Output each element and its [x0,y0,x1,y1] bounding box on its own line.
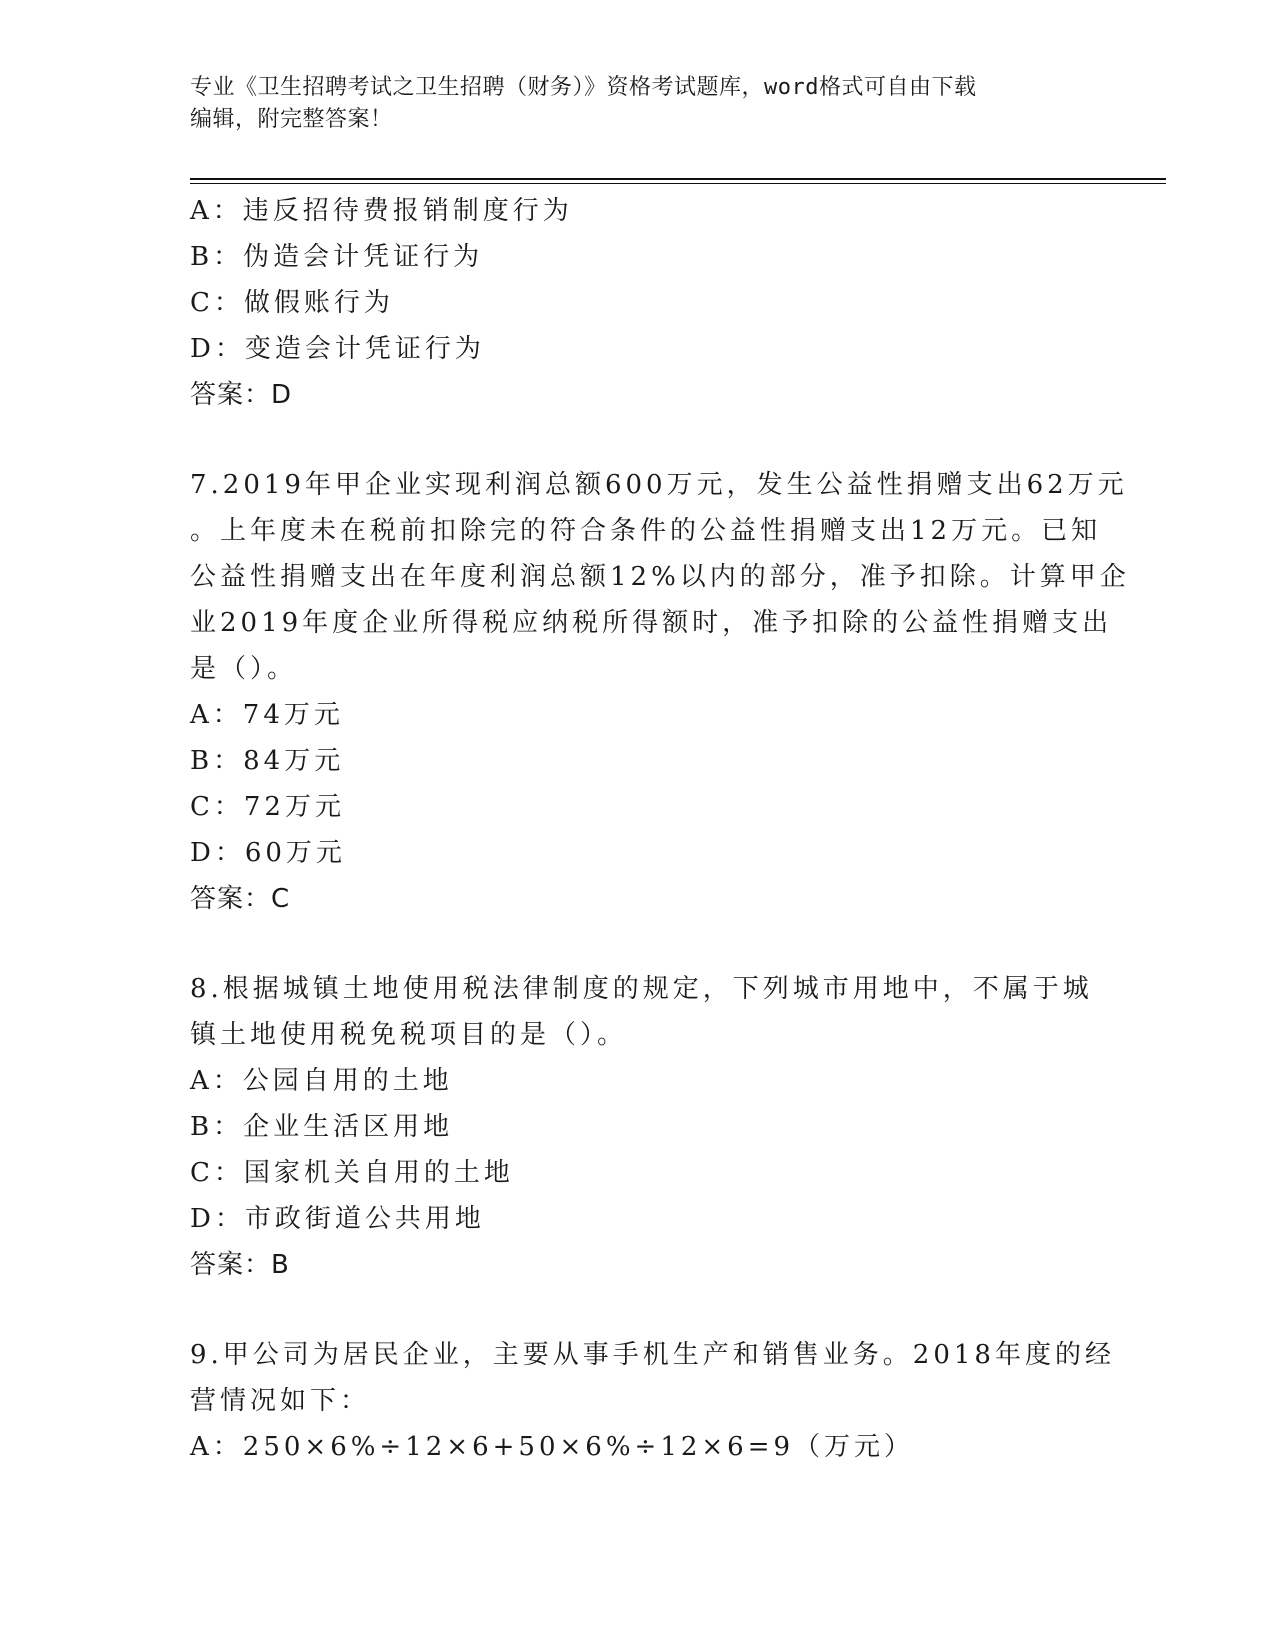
option-b: B：伪造会计凭证行为 [190,242,484,272]
option-a: A：250×6%÷12×6+50×6%÷12×6=9（万元） [190,1432,915,1462]
question-text-line: 7.2019年甲企业实现利润总额600万元，发生公益性捐赠支出62万元 [190,470,1128,500]
option-b: B：84万元 [190,746,345,776]
option-d: D：市政街道公共用地 [190,1204,485,1234]
question-text-line: 是（）。 [190,654,298,684]
question-text-line: 镇土地使用税免税项目的是（）。 [190,1020,628,1050]
question-content [190,188,1130,1470]
option-a: A：公园自用的土地 [190,1066,453,1096]
header-divider-thin [190,183,1166,184]
option-a: A：74万元 [190,700,344,730]
question-6-continuation [190,188,1090,418]
question-text-line: 业2019年度企业所得税应纳税所得额时，准予扣除的公益性捐赠支出 [190,608,1113,638]
document-header [190,72,1090,136]
question-text-line: 公益性捐赠支出在年度利润总额12%以内的部分，准予扣除。计算甲企 [190,562,1130,592]
answer-line: 答案：B [190,1250,290,1280]
answer-line: 答案：C [190,884,291,914]
question-gap [190,418,1090,462]
option-a: A：违反招待费报销制度行为 [190,196,573,226]
question-9 [190,1332,1115,1470]
option-d: D：变造会计凭证行为 [190,334,485,364]
option-c: C：72万元 [190,792,345,822]
question-gap [190,1288,1090,1332]
question-8 [190,966,1093,1288]
option-c: C：国家机关自用的土地 [190,1158,514,1188]
header-divider-thick [190,178,1166,180]
question-text-line: 。上年度未在税前扣除完的符合条件的公益性捐赠支出12万元。已知 [190,516,1102,546]
answer-line: 答案：D [190,380,293,410]
option-c: C：做假账行为 [190,288,394,318]
question-text-line: 9.甲公司为居民企业，主要从事手机生产和销售业务。2018年度的经 [190,1340,1115,1370]
option-b: B：企业生活区用地 [190,1112,454,1142]
header-line-2: 编辑，附完整答案！ [190,107,393,132]
question-7 [190,462,1130,922]
question-gap [190,922,1090,966]
question-text-line: 8.根据城镇土地使用税法律制度的规定，下列城市用地中，不属于城 [190,974,1093,1004]
question-text-line: 营情况如下： [190,1386,371,1416]
option-d: D：60万元 [190,838,346,868]
header-line-1: 专业《卫生招聘考试之卫生招聘（财务）》资格考试题库，word格式可自由下载 [190,75,977,100]
